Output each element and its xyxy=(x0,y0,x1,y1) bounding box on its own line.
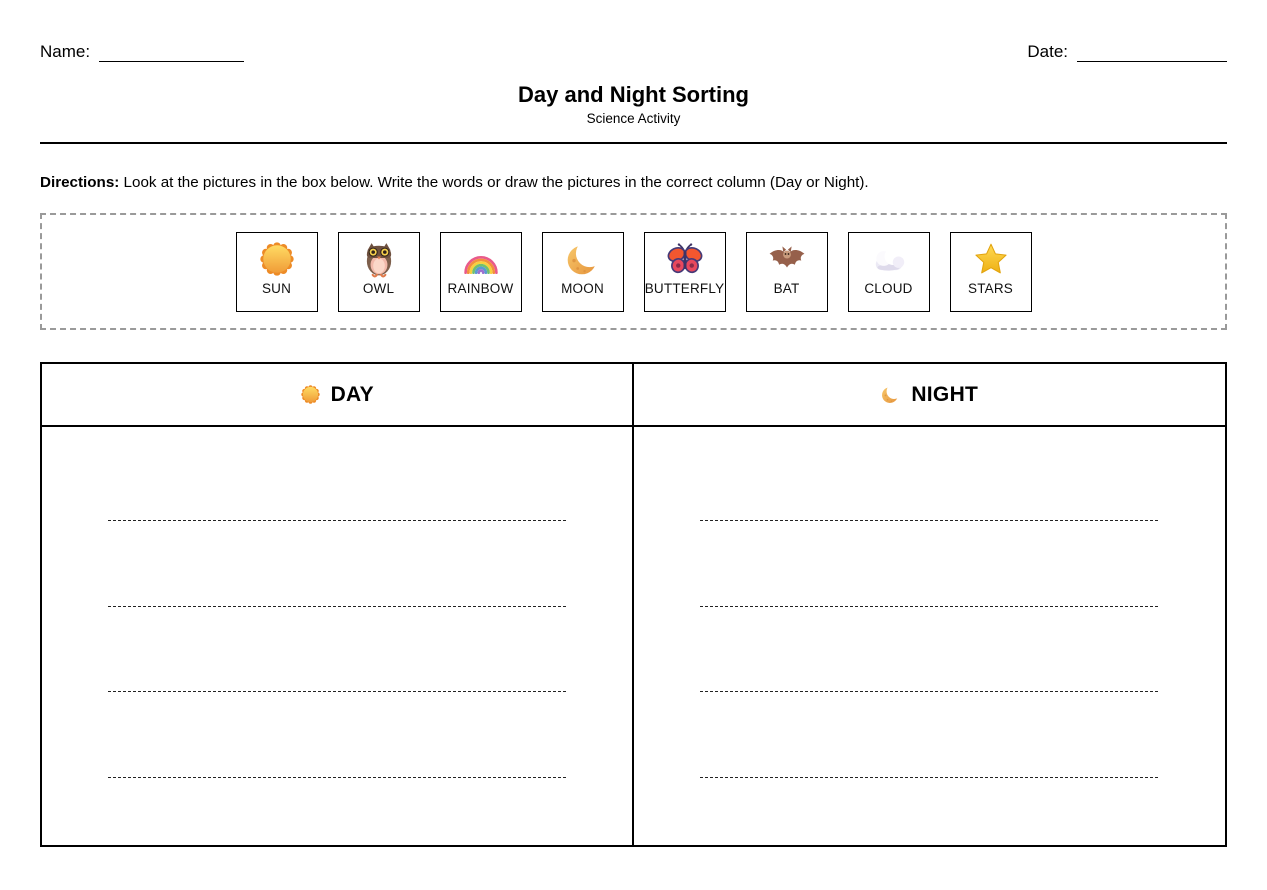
moon-icon xyxy=(880,384,901,405)
date-field xyxy=(1027,42,1227,62)
night-column-header xyxy=(634,364,1226,427)
cloud-icon xyxy=(870,240,908,278)
sorting-table xyxy=(40,362,1227,847)
card-label: SUN xyxy=(261,280,292,296)
day-column-writing-area xyxy=(42,427,632,845)
rainbow-icon xyxy=(462,240,500,278)
picture-card-stars xyxy=(950,232,1032,312)
moon-icon xyxy=(564,240,602,278)
card-label: MOON xyxy=(561,280,604,296)
day-column-label: DAY xyxy=(330,382,374,406)
page-subtitle: Science Activity xyxy=(586,111,681,126)
picture-card-owl xyxy=(338,232,420,312)
writing-line xyxy=(700,777,1158,778)
night-column xyxy=(634,364,1226,845)
page-title: Day and Night Sorting xyxy=(518,82,749,107)
date-label: Date: xyxy=(1027,42,1068,61)
bat-icon xyxy=(768,240,806,278)
card-label: BAT xyxy=(773,280,800,296)
sun-icon xyxy=(300,384,321,405)
writing-line xyxy=(700,520,1158,521)
owl-icon xyxy=(360,240,398,278)
name-label: Name: xyxy=(40,42,91,61)
day-column xyxy=(42,364,634,845)
card-label: OWL xyxy=(362,280,395,296)
name-blank-line xyxy=(99,47,244,62)
picture-card-moon xyxy=(542,232,624,312)
picture-card-butterfly xyxy=(644,232,726,312)
directions-body: Look at the pictures in the box below. Write the words or draw the pictures in the correct column (Day or Night). xyxy=(119,174,869,191)
picture-card-cloud xyxy=(848,232,930,312)
picture-card-bat xyxy=(746,232,828,312)
writing-line xyxy=(108,520,566,521)
night-column-label: NIGHT xyxy=(911,382,979,406)
writing-line xyxy=(108,606,566,607)
directions-text xyxy=(40,173,1227,193)
date-blank-line xyxy=(1077,47,1227,62)
header-divider xyxy=(40,142,1227,144)
star-icon xyxy=(972,240,1010,278)
writing-line xyxy=(108,691,566,692)
directions-label: Directions: xyxy=(40,174,120,191)
writing-line xyxy=(700,691,1158,692)
picture-card-sun xyxy=(236,232,318,312)
card-label: BUTTERFLY xyxy=(644,280,725,296)
card-label: RAINBOW xyxy=(447,280,514,296)
card-label: STARS xyxy=(967,280,1013,296)
sun-icon xyxy=(258,240,296,278)
night-column-writing-area xyxy=(634,427,1226,845)
name-date-row xyxy=(0,0,1267,62)
picture-card-rainbow xyxy=(440,232,522,312)
card-label: CLOUD xyxy=(864,280,913,296)
name-field xyxy=(40,42,244,62)
word-bank-box xyxy=(40,213,1227,330)
writing-line xyxy=(108,777,566,778)
writing-line xyxy=(700,606,1158,607)
day-column-header xyxy=(42,364,632,427)
butterfly-icon xyxy=(666,240,704,278)
